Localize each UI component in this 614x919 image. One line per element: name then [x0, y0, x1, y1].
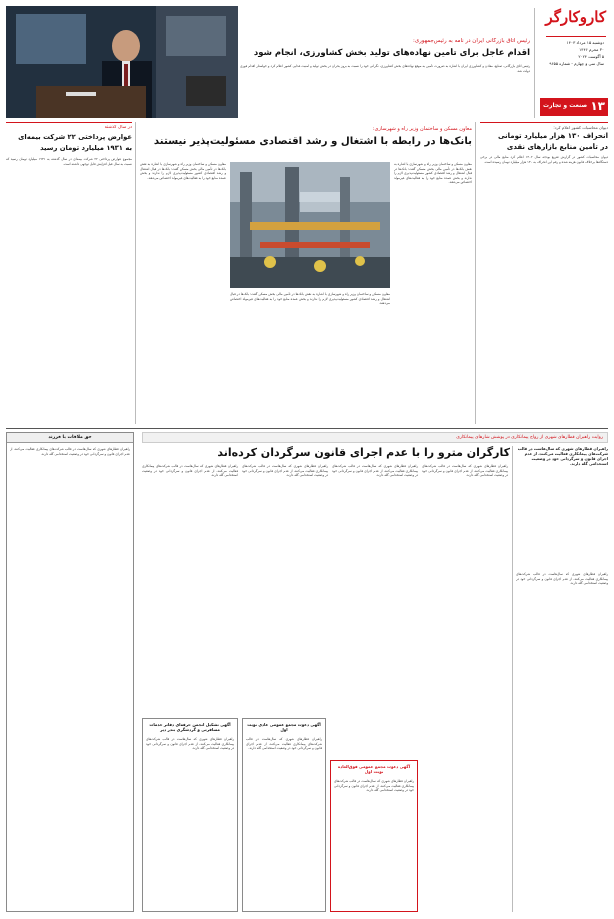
date-line-3: ۵ آگوست ۲۰۲۴ — [578, 54, 604, 59]
feature-column-2: راهبران قطارهای شهری که سال‌هاست در قالب شرکت‌های پیمانکاری فعالیت می‌کنند، از عدم اجرای قانون و سرگردانی خود در وضعیت استخدامی گله دارند. — [332, 464, 418, 478]
feature-headline: کارگران مترو را با عدم اجرای قانون سرگردان کرده‌اند — [217, 446, 510, 459]
left-column-rule — [6, 122, 132, 123]
issue-line: سال سی و چهارم - شماره ۹۶۵۵ — [549, 61, 604, 66]
ad-box-general-assembly-extraordinary — [330, 760, 418, 912]
lead-story-body-continued: معاون مسکن و ساختمان وزیر راه و شهرسازی با اشاره به نقش بانک‌ها در تأمین مالی بخش مسکن گفت: بانک‌ها در قبال اشتغال و رشد اقتصادی کشور مسئولیت‌پذیری لازم را ندارند و بخش عمده منابع خود را به فعالیت‌های غیرمولد اختصاص می‌دهند. — [140, 162, 226, 180]
section-separator — [6, 428, 608, 429]
top-story — [240, 8, 530, 118]
ad-box-travel-agencies — [142, 718, 238, 912]
top-story-kicker: رئیس اتاق بازرگانی ایران در نامه به رئیس‌جمهوری: — [412, 38, 530, 44]
ad-1-title: آگهی تشکیل انجمن حرفه‌ای دفاتر خدمات مسافرتی و گردشگری بندر دیر — [149, 722, 231, 732]
section-number: ۱۳ — [590, 99, 605, 113]
left-column-divider — [135, 122, 136, 424]
left-column-headline-2: به ۱۹۳۱ میلیارد تومان رسید — [40, 144, 132, 152]
top-story-photo — [6, 6, 238, 118]
masthead-logo: کاروکارگر — [545, 8, 606, 26]
right-column-kicker: دیوان محاسبات کشور اعلام کرد: — [553, 125, 608, 130]
ad-box-general-assembly-ordinary — [242, 718, 326, 912]
ad-2-title: آگهی دعوت مجمع عمومی فوق‌العاده نوبت اول — [337, 764, 411, 774]
lead-story-body-lower: معاون مسکن و ساختمان وزیر راه و شهرسازی با اشاره به نقش بانک‌ها در تأمین مالی بخش مسکن گفت: بانک‌ها در قبال اشتغال و رشد اقتصادی کشور مسئولیت‌پذیری لازم را ندارند و بخش عمده منابع خود را به فعالیت‌های غیرمولد اختصاص می‌دهند. — [230, 292, 390, 306]
ad-1-body: راهبران قطارهای شهری که سال‌هاست در قالب شرکت‌های پیمانکاری فعالیت می‌کنند، از عدم اجرای قانون و سرگردانی خود در وضعیت استخدامی گله دارند. — [146, 737, 234, 751]
feature-column-3: راهبران قطارهای شهری که سال‌هاست در قالب شرکت‌های پیمانکاری فعالیت می‌کنند، از عدم اجرای قانون و سرگردانی خود در وضعیت استخدامی گله دارند. — [242, 464, 328, 478]
left-column-story — [6, 125, 132, 425]
date-line-2: ۳۰ محرم ۱۴۴۶ — [579, 47, 604, 52]
masthead-rule — [546, 36, 606, 37]
right-column-headline-2: در تأمین منابع بازارهای نقدی — [506, 143, 608, 151]
left-column-body: مجموع عوارض پرداختی ۲۲ شرکت بیمه‌ای در سال گذشته به ۱۹۳۱ میلیارد تومان رسید که نسبت به سال قبل افزایش قابل توجهی داشته است. — [6, 157, 132, 166]
lead-story-kicker: معاون مسکن و ساختمان وزیر راه و شهرسازی: — [372, 126, 472, 132]
feature-divider-1 — [512, 446, 513, 912]
feature-column-4: راهبران قطارهای شهری که سال‌هاست در قالب شرکت‌های پیمانکاری فعالیت می‌کنند، از عدم اجرای قانون و سرگردانی خود در وضعیت استخدامی گله دارند. — [142, 464, 238, 478]
left-column-kicker: در سال گذشته — [104, 125, 132, 130]
right-column-rule — [480, 122, 608, 123]
top-story-lead: رئیس اتاق بازرگانی، صنایع، معادن و کشاورزی ایران با اشاره به ضرورت تأمین به موقع نهاده‌های بخش کشاورزی، نگرانی خود را نسبت به بروز بحران در بخش تولید و امنیت غذایی کشور اعلام کرد و خواستار اقدام فوری دولت شد. — [240, 64, 530, 73]
right-column-story — [480, 125, 608, 425]
right-column-divider — [475, 122, 476, 424]
lead-story-photo — [230, 162, 390, 288]
feature-column-1: راهبران قطارهای شهری که سال‌هاست در قالب شرکت‌های پیمانکاری فعالیت می‌کنند، از عدم اجرای قانون و سرگردانی خود در وضعیت استخدامی گله دارند. — [422, 464, 508, 478]
section-title: صنعت و تجارت — [543, 102, 588, 109]
feature-kicker-bar — [142, 432, 608, 443]
feature-story — [142, 432, 608, 914]
feature-sidebar — [516, 446, 608, 912]
lead-story-headline: بانک‌ها در رابطه با اشتغال و رشد اقتصادی مسئولیت‌پذیر نیستند — [153, 136, 472, 147]
section-badge — [540, 98, 608, 116]
lead-story — [140, 122, 472, 424]
feature-sidebar-body: راهبران قطارهای شهری که سال‌هاست در قالب شرکت‌های پیمانکاری فعالیت می‌کنند، از عدم اجرای قانون و سرگردانی خود در وضعیت استخدامی گله دارند. — [516, 572, 608, 586]
masthead-divider — [534, 8, 535, 118]
right-column-headline-1: انحراف ۱۳۰ هزار میلیارد تومانی — [497, 132, 608, 140]
top-story-headline: اقدام عاجل برای تأمین نهاده‌های تولید بخش کشاورزی، انجام شود — [253, 48, 530, 58]
date-line-1: دوشنبه ۱۵ مرداد ۱۴۰۳ — [566, 40, 604, 45]
child-visitation-header — [7, 433, 133, 443]
right-column-body: دیوان محاسبات کشور در گزارش تفریغ بودجه سال ۱۴۰۲ اعلام کرد منابع مالی در برخی دستگاه‌ها برخلاف قانون هزینه شده و رقم این انحراف به ۱۳۰ هزار میلیارد تومان رسیده است. — [480, 155, 608, 164]
masthead — [538, 6, 608, 118]
left-column-headline-1: عوارض پرداختی ۲۲ شرکت بیمه‌ای — [18, 133, 132, 141]
child-visitation-body: راهبران قطارهای شهری که سال‌هاست در قالب شرکت‌های پیمانکاری فعالیت می‌کنند، از عدم اجرای قانون و سرگردانی خود در وضعیت استخدامی گله دارند. — [10, 447, 130, 456]
ad-3-body: راهبران قطارهای شهری که سال‌هاست در قالب شرکت‌های پیمانکاری فعالیت می‌کنند، از عدم اجرای قانون و سرگردانی خود در وضعیت استخدامی گله دارند. — [246, 737, 322, 751]
ad-3-title: آگهی دعوت مجمع عمومی عادی نوبت اول — [247, 722, 321, 732]
feature-kicker: روایت راهبران قطارهای شهری از رواج پیمانکاری در پوشش شارهای پیمانکاری — [456, 435, 603, 440]
feature-sidebar-lead: راهبران قطارهای شهری که سال‌هاست در قالب شرکت‌های پیمانکاری فعالیت می‌کنند، از عدم اجرای قانون و سرگردانی خود در وضعیت استخدامی گله دارند. — [517, 446, 608, 466]
lead-story-body: معاون مسکن و ساختمان وزیر راه و شهرسازی با اشاره به نقش بانک‌ها در تأمین مالی بخش مسکن گفت: بانک‌ها در قبال اشتغال و رشد اقتصادی کشور مسئولیت‌پذیری لازم را ندارند و بخش عمده منابع خود را به فعالیت‌های غیرمولد اختصاص می‌دهند. — [394, 162, 472, 185]
child-visitation-title: حق ملاقات با فرزند — [48, 435, 92, 440]
child-visitation-box — [6, 432, 134, 912]
ad-2-body: راهبران قطارهای شهری که سال‌هاست در قالب شرکت‌های پیمانکاری فعالیت می‌کنند، از عدم اجرای قانون و سرگردانی خود در وضعیت استخدامی گله دارند. — [334, 779, 414, 793]
